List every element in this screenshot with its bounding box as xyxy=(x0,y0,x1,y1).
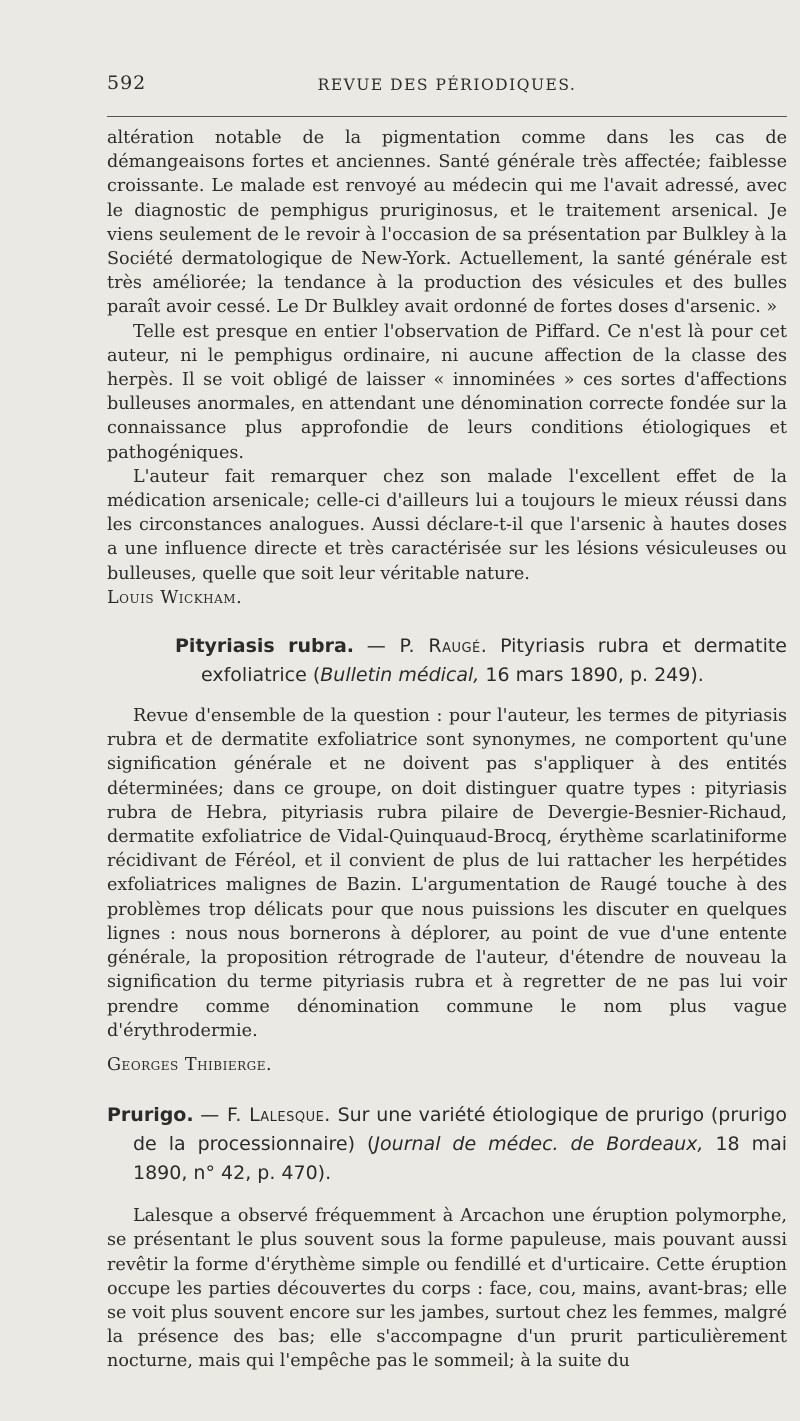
page-number: 592 xyxy=(107,72,147,94)
paragraph-arsenic: L'auteur fait remarquer chez son malade l'excellent effet de la médication arsenicale; celle-ci d'ailleurs lui a toujours le mieux réussi dans les circonstances analogues. Aussi déclare-t-il que l'arsenic à hautes doses a une influence directe et très caractérisée sur les lésions vésiculeuses ou bulleuses, quelle que soit leur véritable nature. xyxy=(107,466,787,584)
entry-keyword: Prurigo. xyxy=(107,1104,194,1127)
entry-source: Bulletin médical, xyxy=(320,664,480,687)
page-body xyxy=(107,126,787,1374)
continued-review xyxy=(107,126,787,610)
paragraph-lalesque: Lalesque a observé fréquemment à Arcachon une éruption polymorphe, se présentant le plus souvent sous la forme papuleuse, mais pouvant aussi revêtir la forme d'érythème simple ou fendillé et d'urticaire. Cette éruption occupe les parties découvertes du corps : face, cou, mains, avant-bras; elle se voit plus souvent encore sur les jambes, surtout chez les femmes, malgré la présence des bas; elle s'accompagne d'un prurit particulièrement nocturne, mais qui l'empêche pas le sommeil; à la suite du xyxy=(107,1206,787,1372)
entry-title: Sur une variété étiologique de prurigo (prurigo de la processionnaire) xyxy=(133,1104,787,1156)
paragraph-review: Revue d'ensemble de la question : pour l'auteur, les termes de pityriasis rubra et de dermatite exfoliatrice sont synonymes, ne comportent qu'une signification générale et ne doivent pas s'appliquer à des entités déterminées; dans ce groupe, on doit distinguer quatre types : pityriasis rubra de Hebra, pityriasis rubra pilaire de Devergie-Besnier-Richaud, dermatite exfoliatrice de Vidal-Quinquaud-Brocq, érythème scarlatiniforme récidivant de Féréol, et il convient de plus de lui rattacher les herpétides exfoliatrices malignes de Bazin. L'argumentation de Raugé touche à des problèmes trop délicats pour que nous puissions les discuter en quelques lignes : nous nous bornerons à déplorer, au point de vue d'une entente générale, la proposition rétrograde de l'auteur, d'étendre de nouveau la signification du terme pityriasis rubra et à regretter de ne pas lui voir prendre comme dénomination commune le nom plus vague d'érythrodermie. xyxy=(107,706,787,1041)
section-prurigo xyxy=(107,1101,787,1373)
signature-thibierge: Georges Thibierge. xyxy=(107,1054,273,1075)
running-title: REVUE DES PÉRIODIQUES. xyxy=(317,76,577,94)
page-header xyxy=(107,72,787,102)
entry-source: Journal de médec. de Bordeaux, xyxy=(374,1133,704,1156)
entry-heading: Pityriasis rubra. — P. Raugé. Pityriasis rubra et dermatite exfoliatrice (Bulletin médical, 16 mars 1890, p. 249). xyxy=(175,635,787,687)
section-pityriasis-rubra xyxy=(107,632,787,1077)
entry-title: Pityriasis rubra et dermatite exfoliatrice xyxy=(201,635,787,687)
paragraph-piffard: Telle est presque en entier l'observation de Piffard. Ce n'est là pour cet auteur, ni le pemphigus ordinaire, ni aucune affection de la classe des herpès. Il se voit obligé de laisser « innominées » ces sortes d'affections bulleuses anormales, en attendant une dénomination correcte fondée sur la connaissance plus approfondie de leurs conditions étiologiques et pathogéniques. xyxy=(107,321,787,463)
entry-heading: Prurigo. — F. Lalesque. Sur une variété étiologique de prurigo (prurigo de la processionnaire) (Journal de médec. de Bordeaux, 18 mai 1890, n° 42, p. 470). xyxy=(107,1104,788,1185)
signature-wickham: Louis Wickham. xyxy=(107,587,243,608)
entry-author: — F. Lalesque. xyxy=(200,1104,331,1127)
entry-keyword: Pityriasis rubra. xyxy=(175,635,354,658)
entry-author: — P. Raugé. xyxy=(366,635,488,658)
entry-date: 18 mai 1890, n° 42, p. 470). xyxy=(133,1133,788,1185)
paragraph-continuation: altération notable de la pigmentation comme dans les cas de démangeaisons fortes et anciennes. Santé générale très affectée; faiblesse croissante. Le malade est renvoyé au médecin qui me l'avait adressé, avec le diagnostic de pemphigus pruriginosus, et le traitement arsenical. Je viens seulement de le revoir à l'occasion de sa présentation par Bulkley à la Société dermatologique de New-York. Actuellement, la santé générale est très améliorée; la tendance à la production des vésicules et des bulles paraît avoir cessé. Le Dr Bulkley avait ordonné de fortes doses d'arsenic. » xyxy=(107,128,787,318)
entry-date: 16 mars 1890, p. 249). xyxy=(485,664,704,687)
header-rule xyxy=(107,116,787,117)
